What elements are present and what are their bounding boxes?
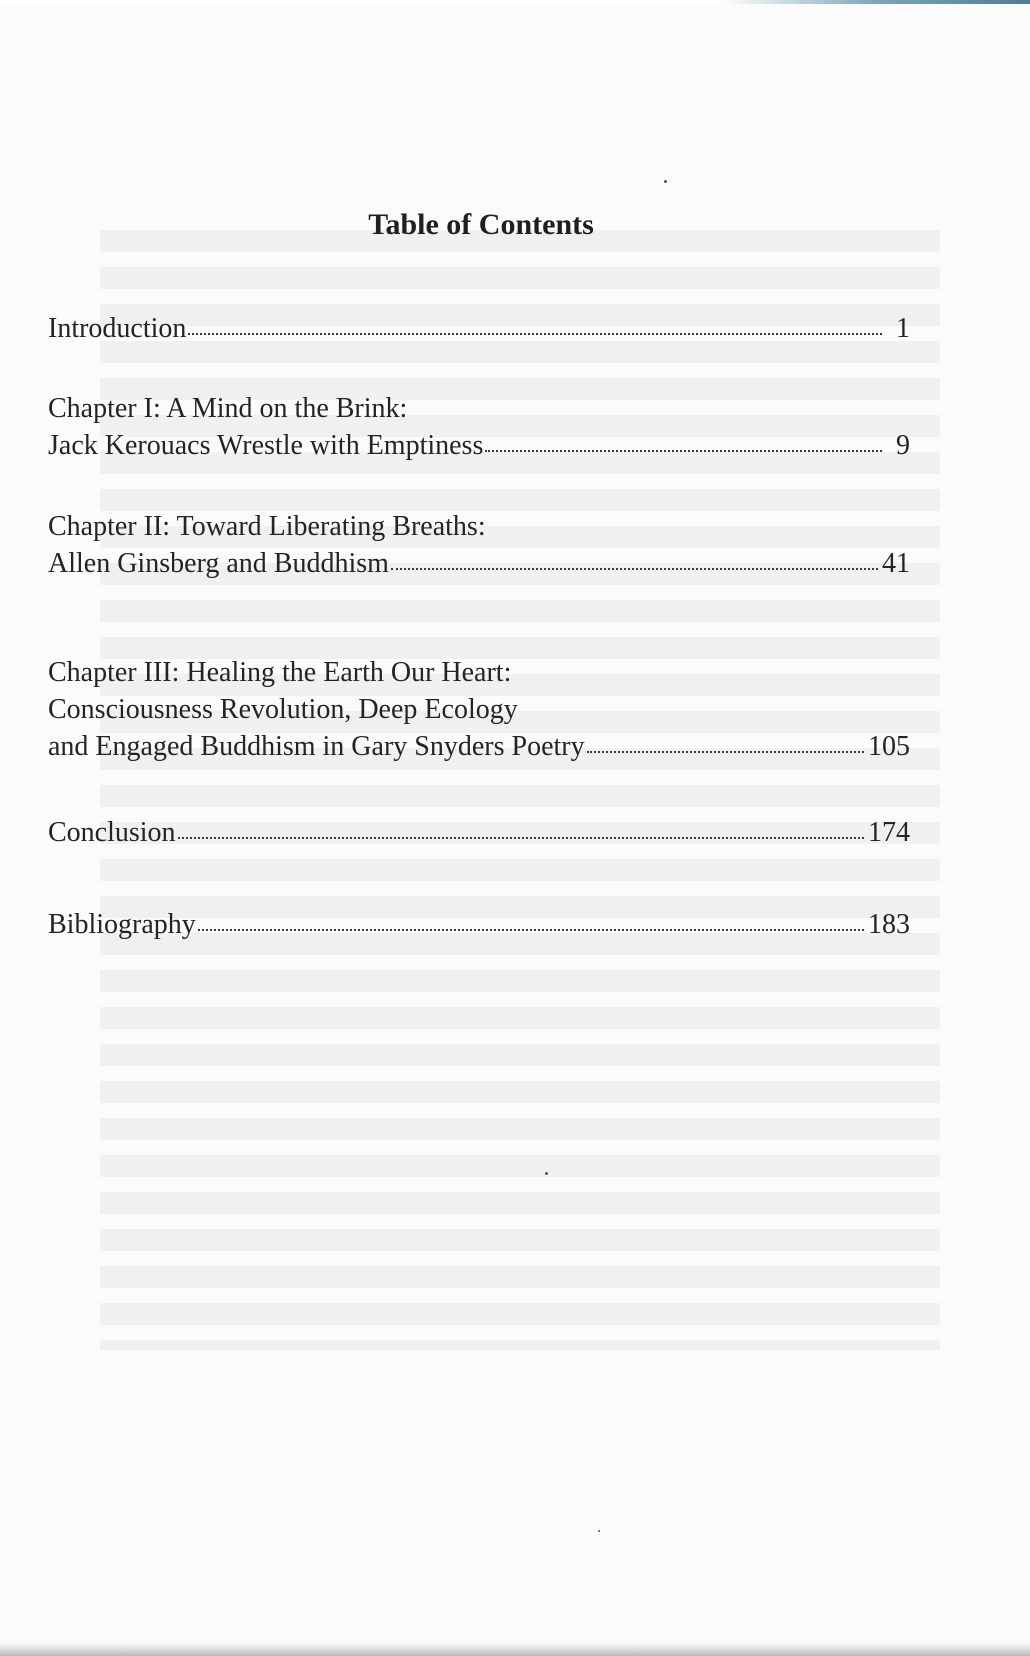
page-title: Table of Contents (368, 208, 594, 241)
toc-entry-subtitle: Consciousness Revolution, Deep Ecology (48, 694, 518, 725)
toc-entry-chapter-3[interactable] (48, 654, 910, 765)
dot-leader (587, 751, 864, 753)
dot-leader (198, 929, 864, 931)
page-bottom-edge (0, 1642, 1030, 1656)
toc-entry-title: Chapter I: A Mind on the Brink: (48, 393, 408, 424)
toc-entry-subtitle: and Engaged Buddhism in Gary Snyders Poetry (48, 731, 585, 762)
dot-leader (485, 450, 882, 452)
page-top-edge (0, 0, 1030, 4)
toc-page-number: 9 (896, 430, 910, 461)
toc-page-number: 105 (868, 731, 910, 762)
dot-leader (391, 568, 878, 570)
toc-page-number: 41 (882, 548, 910, 579)
scan-speck (545, 1172, 548, 1175)
toc-page-number: 1 (896, 313, 910, 344)
dot-leader (178, 837, 864, 839)
toc-entry-title: Chapter III: Healing the Earth Our Heart: (48, 657, 512, 688)
toc-page-number: 183 (868, 909, 910, 940)
toc-entry-title: Conclusion (48, 817, 176, 848)
toc-entry-title: Chapter II: Toward Liberating Breaths: (48, 511, 486, 542)
toc-entry-conclusion[interactable] (48, 814, 910, 851)
toc-entry-title: Introduction (48, 313, 187, 344)
toc-entry-chapter-2[interactable] (48, 508, 910, 582)
scan-speck (664, 180, 667, 183)
toc-entry-chapter-1[interactable] (48, 390, 910, 464)
toc-entry-subtitle: Jack Kerouacs Wrestle with Emptiness (48, 430, 484, 461)
toc-page-number: 174 (868, 817, 910, 848)
toc-entry-subtitle: Allen Ginsberg and Buddhism (48, 548, 389, 579)
toc-entry-title: Bibliography (48, 909, 196, 940)
toc-entry-introduction[interactable] (48, 310, 910, 347)
toc-entry-bibliography[interactable] (48, 906, 910, 943)
dot-leader (188, 333, 882, 335)
scan-speck (598, 1530, 600, 1532)
